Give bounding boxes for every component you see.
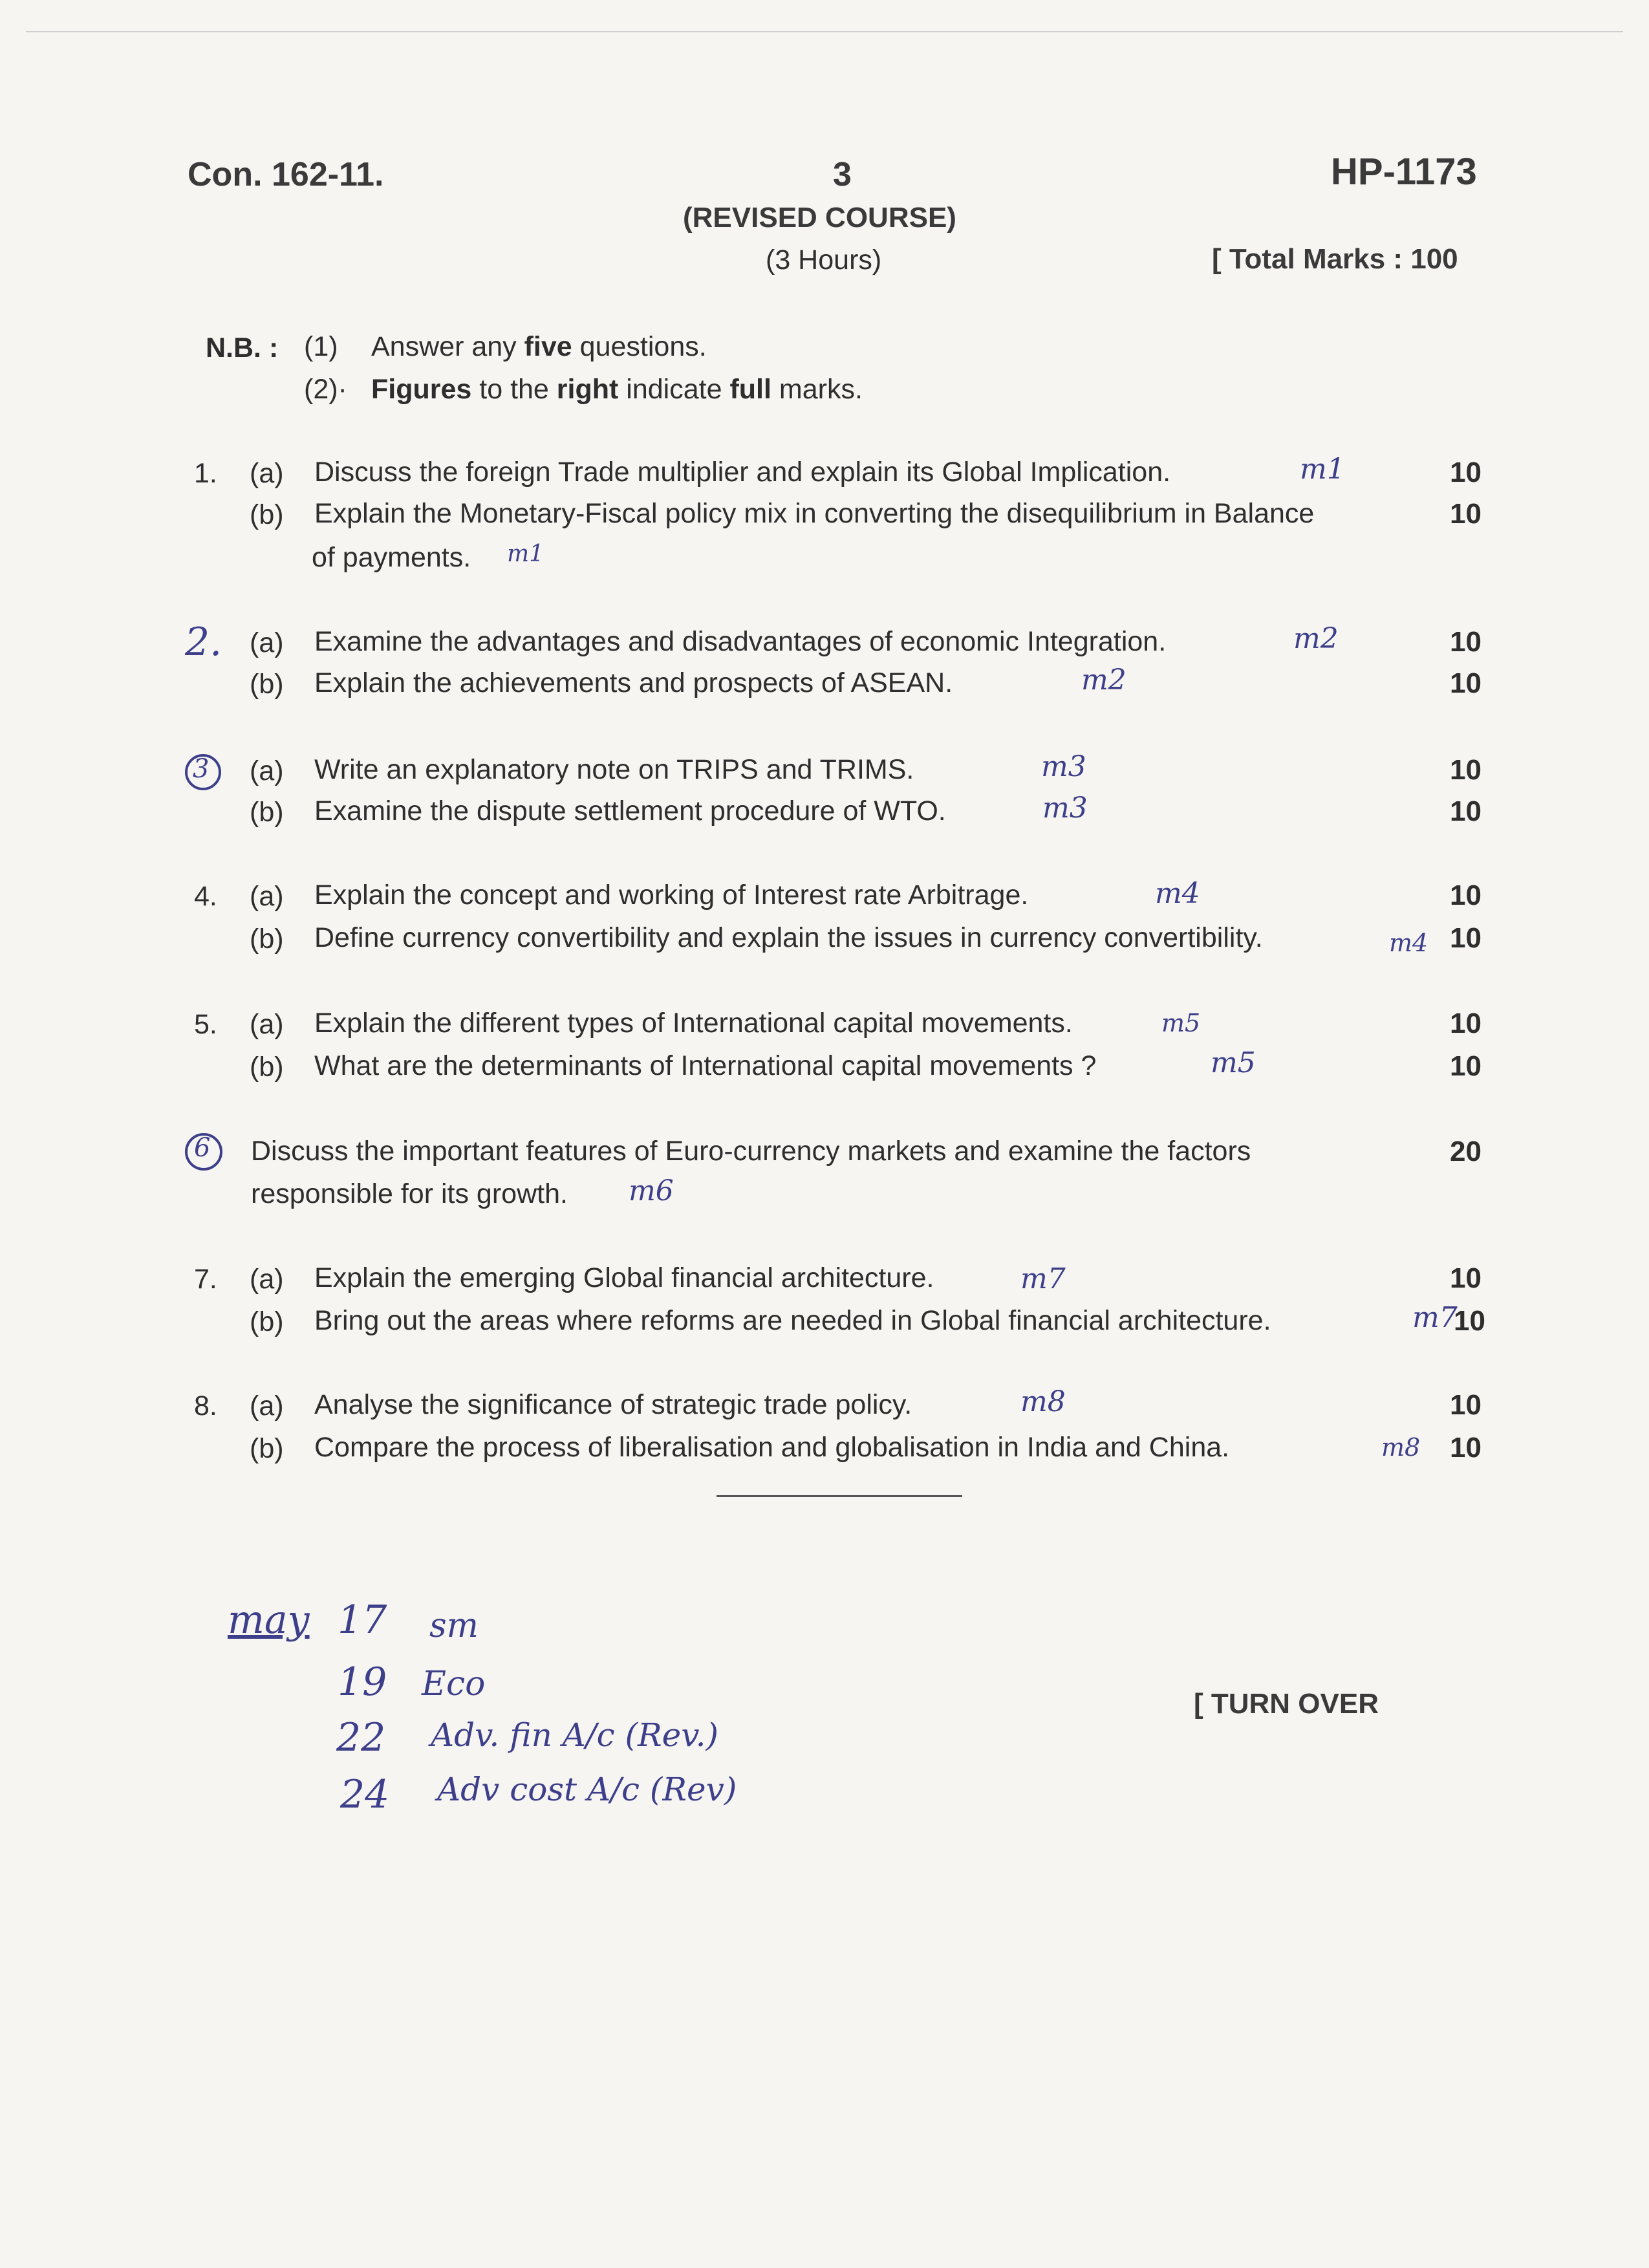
nb-item-1: Answer any five questions. [371,331,707,362]
q3a-handnote: m3 [1041,750,1086,783]
question-5-number: 5. [194,1009,217,1040]
schedule-day-1: 17 [338,1597,387,1643]
question-6-number: 6 [194,1133,211,1163]
page-edge-line [26,31,1623,32]
q6-text-line-1: Discuss the important features of Euro-currency markets and examine the factors [251,1136,1251,1167]
q1b-label: (b) [250,499,284,530]
page-number: 3 [833,156,852,193]
q2a-handnote: m2 [1293,622,1339,655]
q2b-handnote: m2 [1081,664,1126,697]
schedule-subject-3: Adv. fin A/c (Rev.) [431,1716,718,1754]
q7b-marks: 10 [1454,1305,1485,1337]
q5a-handnote: m5 [1161,1009,1201,1037]
schedule-day-3: 22 [336,1715,386,1760]
q8a-handnote: m8 [1020,1385,1066,1418]
end-rule [717,1495,962,1497]
schedule-subject-4: Adv cost A/c (Rev) [437,1771,737,1808]
q1b-marks: 10 [1450,498,1482,530]
duration: (3 Hours) [766,244,882,275]
q7a-text: Explain the emerging Global financial architecture. [314,1262,934,1293]
schedule-day-4: 24 [340,1772,390,1817]
schedule-day-2: 19 [338,1659,387,1705]
nb-label: N.B. : [206,332,279,363]
q5b-text: What are the determinants of International capital movements ? [314,1050,1097,1081]
q3a-marks: 10 [1450,754,1482,786]
schedule-month: may [228,1597,310,1643]
question-3-number: 3 [193,754,210,784]
q7b-text: Bring out the areas where reforms are needed in Global financial architecture. [314,1305,1271,1336]
q4a-label: (a) [250,881,284,912]
q7a-handnote: m7 [1020,1262,1066,1295]
q5a-label: (a) [250,1009,284,1040]
q7b-label: (b) [250,1306,284,1337]
q7a-label: (a) [250,1264,284,1295]
q2b-label: (b) [250,669,284,700]
nb-item-2-num: (2)· [304,374,347,405]
q5a-text: Explain the different types of International capital movements. [314,1008,1073,1039]
q3b-label: (b) [250,797,284,828]
q8b-text: Compare the process of liberalisation and globalisation in India and China. [314,1432,1230,1463]
q3a-label: (a) [250,755,284,786]
q3b-text: Examine the dispute settlement procedure of WTO. [314,795,946,826]
total-marks: [ Total Marks : 100 [1212,243,1458,275]
q5a-marks: 10 [1450,1008,1482,1039]
q4a-text: Explain the concept and working of Interest rate Arbitrage. [314,880,1029,911]
q4a-handnote: m4 [1155,877,1200,910]
q8a-marks: 10 [1450,1389,1482,1421]
q6-text-line-2: responsible for its growth. [251,1178,568,1209]
q2b-marks: 10 [1450,667,1482,699]
q4b-handnote: m4 [1389,929,1428,957]
nb-item-1-num: (1) [304,331,338,362]
q2a-label: (a) [250,627,284,658]
q8b-label: (b) [250,1433,284,1464]
q2b-text: Explain the achievements and prospects of ASEAN. [314,667,953,698]
q3a-text: Write an explanatory note on TRIPS and TRIMS. [314,754,914,785]
q5b-marks: 10 [1450,1050,1482,1082]
question-8-number: 8. [194,1390,217,1421]
q1b-text-line-2: of payments. [312,542,471,573]
q6-handnote: m6 [629,1174,674,1207]
q1b-text-line-1: Explain the Monetary-Fiscal policy mix in converting the disequilibrium in Balance [314,498,1315,529]
q1a-handnote: m1 [1300,453,1345,486]
q1a-label: (a) [250,458,284,489]
paper-code: Con. 162-11. [188,156,384,193]
q4b-marks: 10 [1450,922,1482,954]
q6-marks: 20 [1450,1136,1482,1167]
q5b-label: (b) [250,1052,284,1083]
q8b-marks: 10 [1450,1432,1482,1463]
schedule-subject-1: sm [429,1606,479,1645]
q8a-text: Analyse the significance of strategic trade policy. [314,1389,912,1420]
question-7-number: 7. [194,1264,217,1295]
q7b-handnote: m7 [1412,1301,1458,1334]
q4b-text: Define currency convertibility and explain the issues in currency convertibility. [314,922,1263,953]
q4a-marks: 10 [1450,880,1482,911]
q1a-marks: 10 [1450,457,1482,488]
q3b-handnote: m3 [1042,792,1088,825]
schedule-subject-2: Eco [422,1665,486,1703]
q7a-marks: 10 [1450,1262,1482,1294]
q2a-marks: 10 [1450,626,1482,658]
q8a-label: (a) [250,1390,284,1421]
nb-item-2: Figures to the right indicate full marks. [371,374,863,405]
question-2-number: 2. [185,620,222,665]
q1b-handnote: m1 [507,541,544,567]
q4b-label: (b) [250,923,284,955]
course-type: (REVISED COURSE) [683,202,956,233]
question-4-number: 4. [194,881,217,912]
q1a-text: Discuss the foreign Trade multiplier and explain its Global Implication. [314,457,1171,488]
q3b-marks: 10 [1450,795,1482,827]
q8b-handnote: m8 [1381,1433,1421,1462]
turn-over: [ TURN OVER [1194,1688,1379,1720]
q2a-text: Examine the advantages and disadvantages of economic Integration. [314,626,1167,657]
paper-id: HP-1173 [1331,151,1477,193]
question-1-number: 1. [194,458,217,489]
q5b-handnote: m5 [1211,1046,1256,1079]
